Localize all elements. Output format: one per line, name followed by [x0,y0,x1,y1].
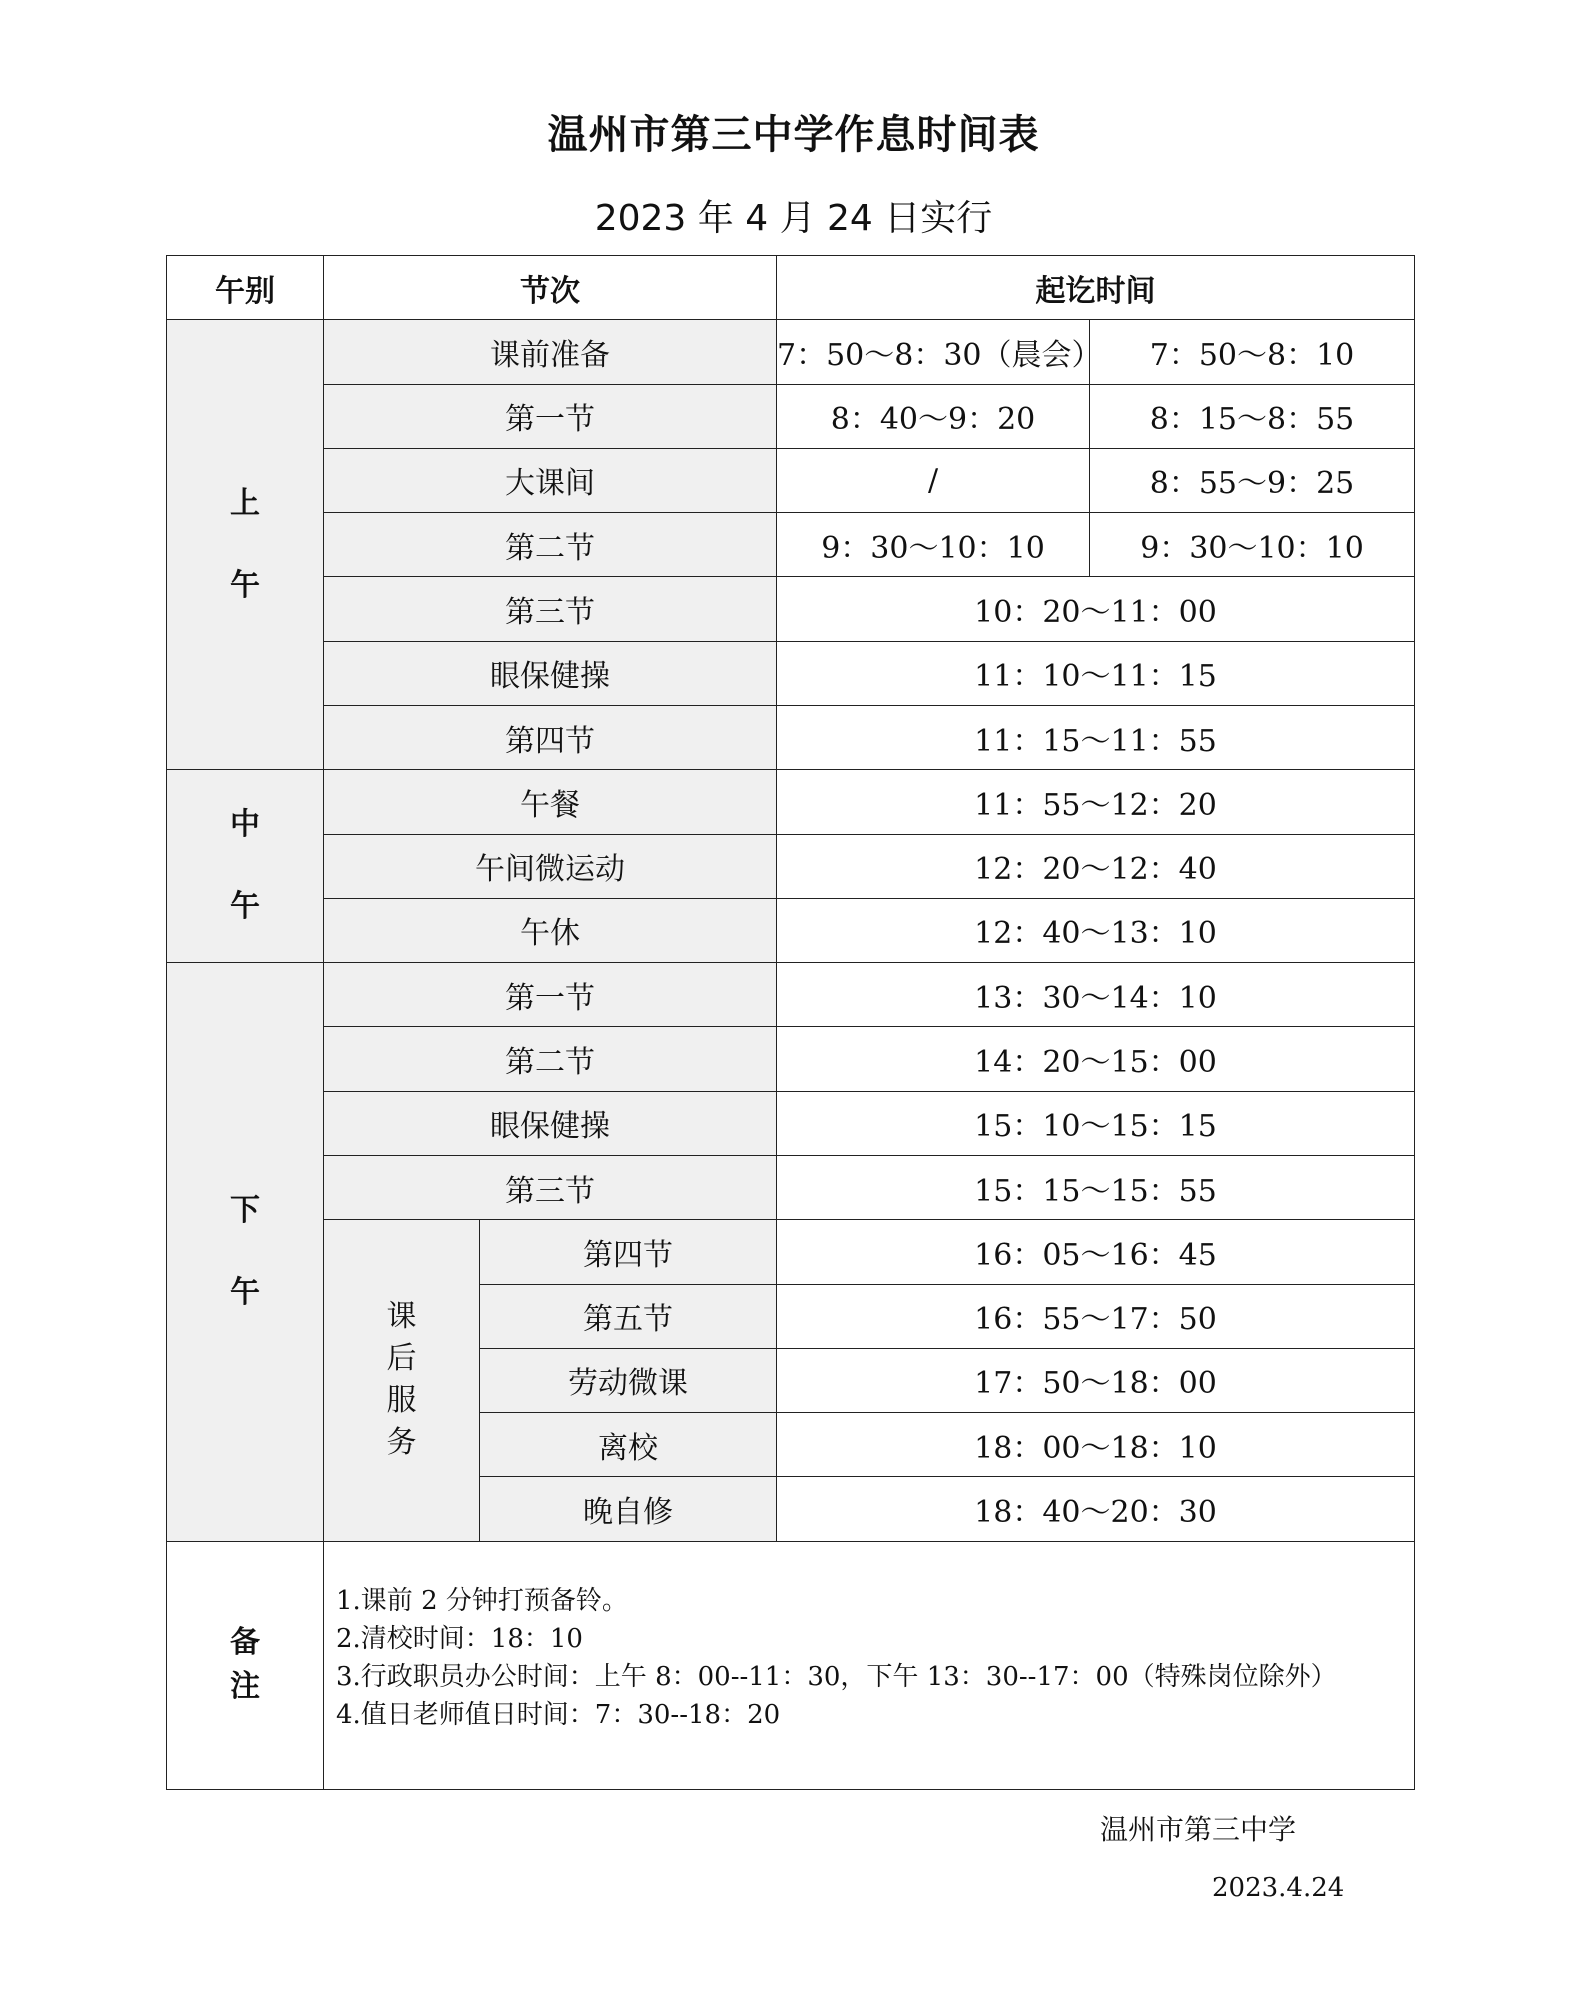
time-b: 7：50～8：10 [1090,320,1415,384]
session-name: 第二节 [324,513,777,577]
footer-organization: 温州市第三中学 [1100,1813,1297,1846]
session-name: 第一节 [324,963,777,1027]
note-item: 4.值日老师值日时间：7：30--18：20 [336,1699,781,1730]
table-row [167,963,1415,1027]
table-row [167,320,1415,384]
time-range: 12：20～12：40 [777,834,1415,898]
effective-date: 2023 年 4 月 24 日实行 [594,198,993,239]
time-b: 9：30～10：10 [1090,513,1415,577]
footer-date: 2023.4.24 [1212,1873,1345,1903]
table-row [167,834,1415,898]
session-name: 第三节 [324,1155,777,1219]
time-range: 10：20～11：00 [777,577,1415,641]
table-row [167,448,1415,512]
table-row [167,1091,1415,1155]
time-range: 11：15～11：55 [777,705,1415,769]
notes-content [324,1541,1415,1789]
time-range: 16：05～16：45 [777,1220,1415,1284]
time-range: 15：10～15：15 [777,1091,1415,1155]
after-school-service-label: 课 后 服 务 [324,1220,480,1541]
note-item: 3.行政职员办公时间：上午 8：00--11：30，下午 13：30--17：00（特殊岗位除外） [336,1661,1337,1692]
table-row [167,1027,1415,1091]
header-period: 午别 [167,256,324,320]
session-name: 劳动微课 [480,1348,777,1412]
session-name: 午间微运动 [324,834,777,898]
period-noon: 中 午 [167,770,324,963]
time-b: 8：55～9：25 [1090,448,1415,512]
time-a: / [777,448,1090,512]
page-title: 温州市第三中学作息时间表 [547,112,1040,158]
session-name: 眼保健操 [324,1091,777,1155]
time-range: 15：15～15：55 [777,1155,1415,1219]
period-morning: 上 午 [167,320,324,770]
table-row [167,513,1415,577]
header-time: 起讫时间 [777,256,1415,320]
session-name: 第四节 [324,705,777,769]
table-row [167,577,1415,641]
time-range: 12：40～13：10 [777,898,1415,962]
time-range: 18：00～18：10 [777,1413,1415,1477]
table-row [167,384,1415,448]
time-a: 9：30～10：10 [777,513,1090,577]
notes-label: 备 注 [167,1541,324,1789]
time-range: 11：55～12：20 [777,770,1415,834]
session-name: 第三节 [324,577,777,641]
time-range: 16：55～17：50 [777,1284,1415,1348]
time-a: 8：40～9：20 [777,384,1090,448]
table-row [167,705,1415,769]
session-name: 课前准备 [324,320,777,384]
table-row [167,1220,1415,1284]
session-name: 眼保健操 [324,641,777,705]
session-name: 晚自修 [480,1477,777,1541]
time-range: 11：10～11：15 [777,641,1415,705]
period-afternoon: 下 午 [167,963,324,1542]
session-name: 大课间 [324,448,777,512]
notes-row [167,1541,1415,1789]
time-a: 7：50～8：30（晨会） [777,320,1090,384]
time-range: 18：40～20：30 [777,1477,1415,1541]
header-row [167,256,1415,320]
session-name: 第五节 [480,1284,777,1348]
table-row [167,1155,1415,1219]
time-range: 17：50～18：00 [777,1348,1415,1412]
session-name: 离校 [480,1413,777,1477]
note-item: 1.课前 2 分钟打预备铃。 [336,1585,628,1616]
session-name: 午休 [324,898,777,962]
table-row [167,770,1415,834]
session-name: 第一节 [324,384,777,448]
session-name: 第二节 [324,1027,777,1091]
time-range: 13：30～14：10 [777,963,1415,1027]
schedule-table [166,255,1415,1790]
time-range: 14：20～15：00 [777,1027,1415,1091]
session-name: 第四节 [480,1220,777,1284]
table-row [167,641,1415,705]
table-row [167,898,1415,962]
session-name: 午餐 [324,770,777,834]
header-session: 节次 [324,256,777,320]
time-b: 8：15～8：55 [1090,384,1415,448]
note-item: 2.清校时间：18：10 [336,1623,583,1654]
